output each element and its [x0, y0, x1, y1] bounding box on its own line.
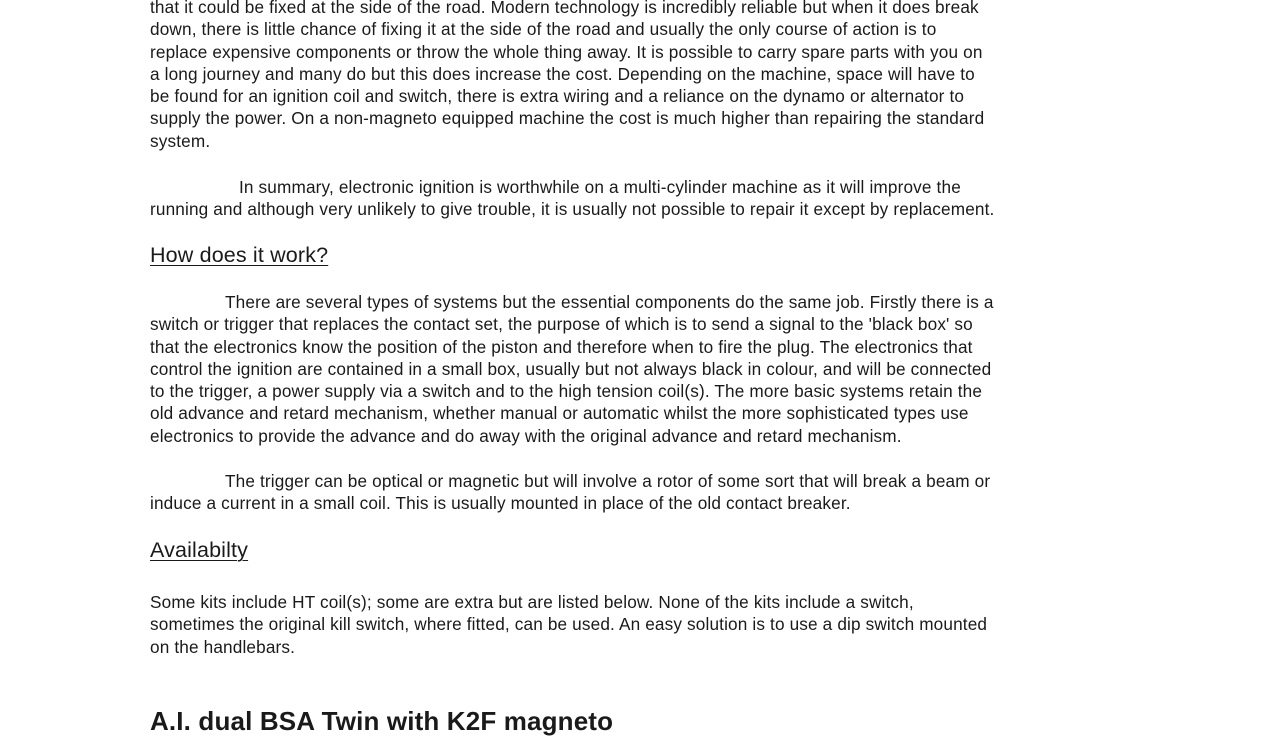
text-line: The trigger can be optical or magnetic but will involve a rotor of some sort that will break a beam or	[225, 471, 991, 491]
text-line: on the handlebars.	[150, 636, 296, 657]
text-line: switch or trigger that replaces the contact set, the purpose of which is to send a signal to the 'black box' so	[150, 314, 973, 335]
kit-heading-partial: A.I. dual BSA Twin with K2F magneto	[150, 706, 614, 736]
text-line: that the electronics know the position of the piston and therefore when to fire the plug. The electronics that	[150, 336, 973, 357]
text-line: Some kits include HT coil(s); some are extra but are listed below. None of the kits include a switch,	[150, 592, 914, 612]
text-line: control the ignition are contained in a small box, usually but not always black in colour, and will be connected	[150, 358, 992, 379]
text-line: old advance and retard mechanism, whether manual or automatic whilst the more sophisticated types use	[150, 403, 969, 424]
paragraph-kits	[150, 591, 1160, 658]
text-line: replace expensive components or throw the whole thing away. It is possible to carry spare parts with you on	[150, 41, 983, 62]
text-line: In summary, electronic ignition is worthwhile on a multi-cylinder machine as it will improve the	[239, 177, 961, 197]
text-line: running and although very unlikely to give trouble, it is usually not possible to repair it except by replacement.	[150, 199, 995, 220]
paragraph-reliability	[150, 0, 1160, 152]
text-line: be found for an ignition coil and switch, there is extra wiring and a reliance on the dynamo or alternator to	[150, 86, 965, 107]
paragraph-components	[150, 291, 1160, 447]
text-line: a long journey and many do but this does increase the cost. Depending on the machine, space will have to	[150, 63, 975, 84]
text-line: sometimes the original kill switch, where fitted, can be used. An easy solution is to use a dip switch mounted	[150, 614, 988, 635]
text-line: down, there is little chance of fixing it at the side of the road and usually the only course of action is to	[150, 19, 937, 40]
text-line: that it could be fixed at the side of the road. Modern technology is incredibly reliable but when it does break	[150, 0, 979, 17]
section-heading-availability: Availabilty	[150, 538, 249, 562]
paragraph-trigger	[150, 470, 1160, 515]
paragraph-summary	[150, 176, 1160, 221]
text-line: system.	[150, 130, 211, 151]
section-heading-how-it-works: How does it work?	[150, 243, 329, 267]
text-line: There are several types of systems but the essential components do the same job. Firstly there is a	[225, 292, 994, 312]
text-line: to the trigger, a power supply via a switch and to the high tension coil(s). The more basic systems retain the	[150, 381, 983, 402]
text-line: electronics to provide the advance and do away with the original advance and retard mechanism.	[150, 425, 902, 446]
text-line: supply the power. On a non-magneto equipped machine the cost is much higher than repairing the standard	[150, 108, 985, 129]
text-line: induce a current in a small coil. This is usually mounted in place of the old contact breaker.	[150, 493, 851, 514]
